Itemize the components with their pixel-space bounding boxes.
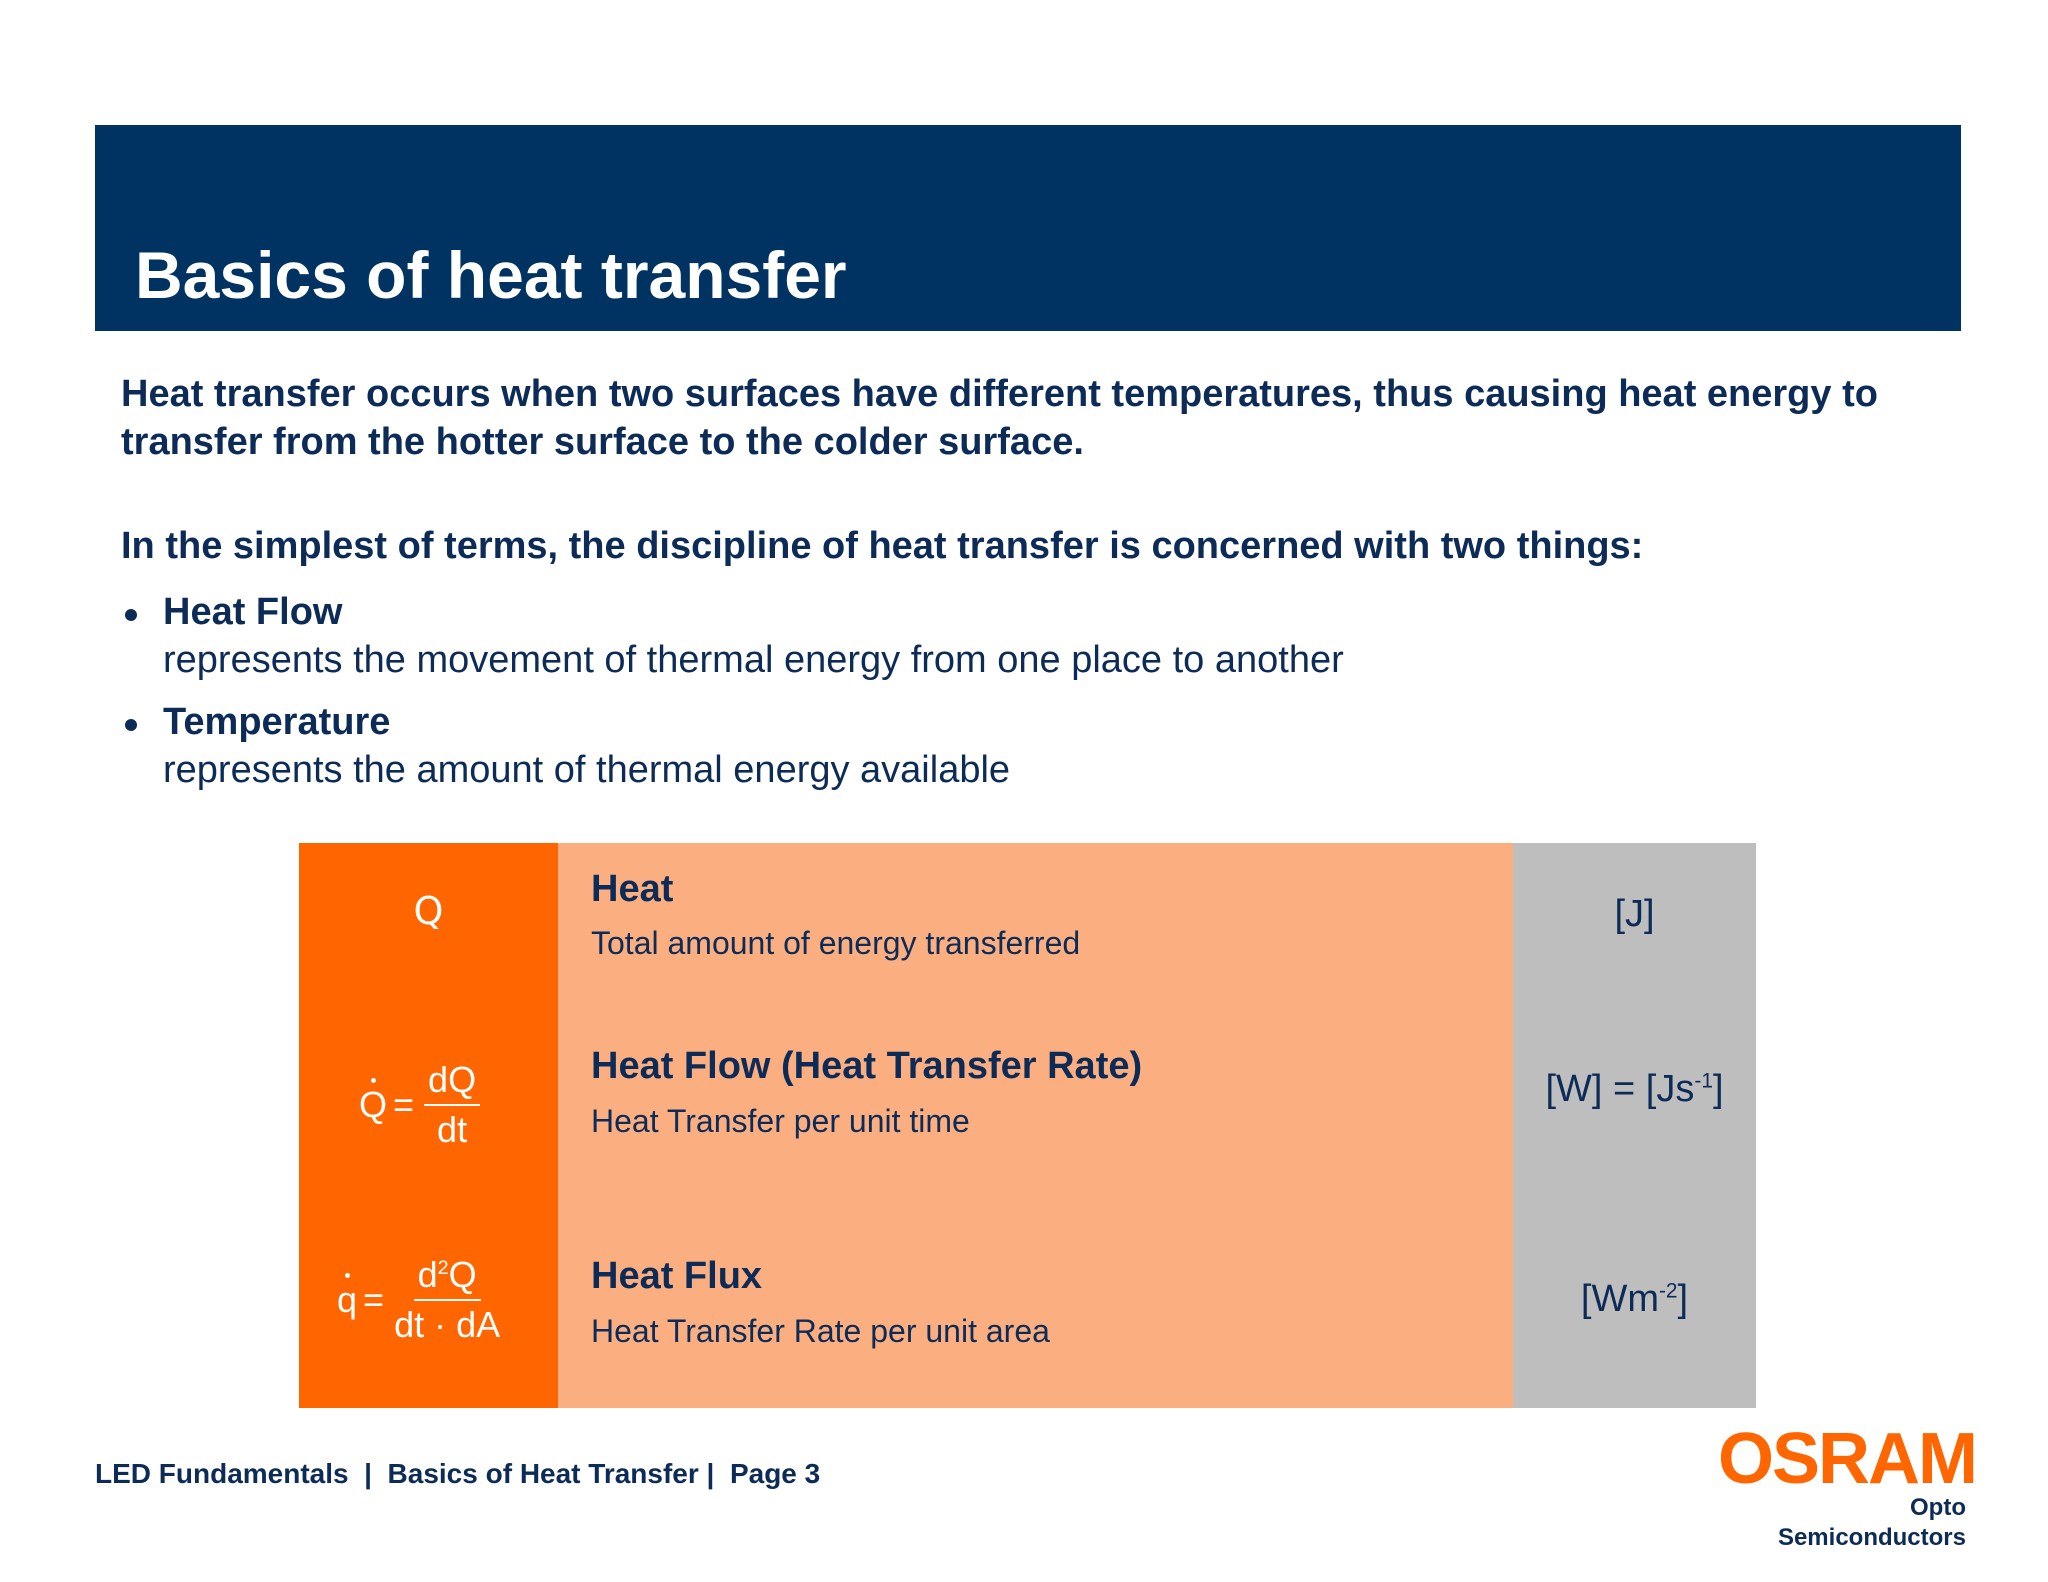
- bullet-title: Heat Flow: [163, 591, 343, 633]
- row-title-heat-flow: Heat Flow (Heat Transfer Rate): [591, 1045, 1143, 1087]
- unit-part: ]: [1712, 1068, 1724, 1110]
- unit-column: [1513, 843, 1756, 1408]
- row-title-heat: Heat: [591, 868, 674, 910]
- symbol-heat-flux: q: [337, 1279, 358, 1320]
- unit-heat-flow: [1513, 1068, 1756, 1111]
- intro-paragraph: Heat transfer occurs when two surfaces have different temperatures, thus causing heat energy to transfer from the hotter surface to the colder surface.: [121, 373, 1878, 463]
- symbol-column: [299, 843, 558, 1408]
- row-title-heat-flux: Heat Flux: [591, 1255, 763, 1297]
- symbol-heat: Q: [413, 889, 444, 933]
- bullet-dot-icon: [125, 719, 137, 731]
- bullet-desc: represents the amount of thermal energy available: [163, 749, 1011, 791]
- denominator: dt · dA: [394, 1304, 501, 1345]
- bullet-item-heat-flow: [121, 588, 1721, 684]
- bullet-dot-icon: [125, 609, 137, 621]
- bullet-title: Temperature: [163, 701, 391, 743]
- numerator: [414, 1255, 481, 1301]
- formula-heat-flux: [337, 1255, 500, 1345]
- unit-part: [Wm: [1580, 1278, 1659, 1320]
- bullet-item-temperature: [121, 698, 1721, 794]
- formula-heat-flow: [359, 1060, 480, 1150]
- title-banner: [95, 125, 1961, 331]
- unit-part: [W] = [Js: [1545, 1068, 1695, 1110]
- page-title: Basics of heat transfer: [135, 238, 847, 312]
- description-column: [558, 843, 1513, 1408]
- fraction: [394, 1255, 500, 1345]
- row-desc-heat-flow: Heat Transfer per unit time: [591, 1103, 970, 1139]
- row-desc-heat: Total amount of energy transferred: [591, 925, 1081, 961]
- equals-sign: =: [393, 1084, 415, 1125]
- numerator-exponent: 2: [437, 1257, 449, 1279]
- definitions-table: [299, 843, 1756, 1408]
- fraction: [424, 1060, 480, 1150]
- unit-part: ]: [1677, 1278, 1689, 1320]
- numerator-part: Q: [448, 1254, 477, 1295]
- unit-exponent: -1: [1694, 1069, 1713, 1093]
- logo-wordmark: OSRAM: [1718, 1419, 1976, 1499]
- numerator: dQ: [424, 1060, 480, 1106]
- footer-text: LED Fundamentals | Basics of Heat Transfer | Page 3: [95, 1458, 821, 1489]
- denominator: dt: [437, 1109, 468, 1150]
- unit-exponent: -2: [1658, 1279, 1678, 1303]
- equals-sign: =: [363, 1279, 385, 1320]
- unit-heat-flux: [1513, 1278, 1756, 1321]
- lead-paragraph: In the simplest of terms, the discipline of heat transfer is concerned with two things:: [121, 525, 1644, 567]
- row-desc-heat-flux: Heat Transfer Rate per unit area: [591, 1313, 1050, 1349]
- logo-subtitle: Opto Semiconductors: [1777, 1494, 1966, 1551]
- bullet-list: [121, 588, 1721, 808]
- symbol-heat-flow: Q: [359, 1084, 388, 1125]
- numerator-part: d: [417, 1254, 438, 1295]
- osram-logo: [1718, 1419, 1976, 1553]
- unit-heat: [J]: [1614, 893, 1655, 935]
- bullet-desc: represents the movement of thermal energy from one place to another: [163, 639, 1344, 681]
